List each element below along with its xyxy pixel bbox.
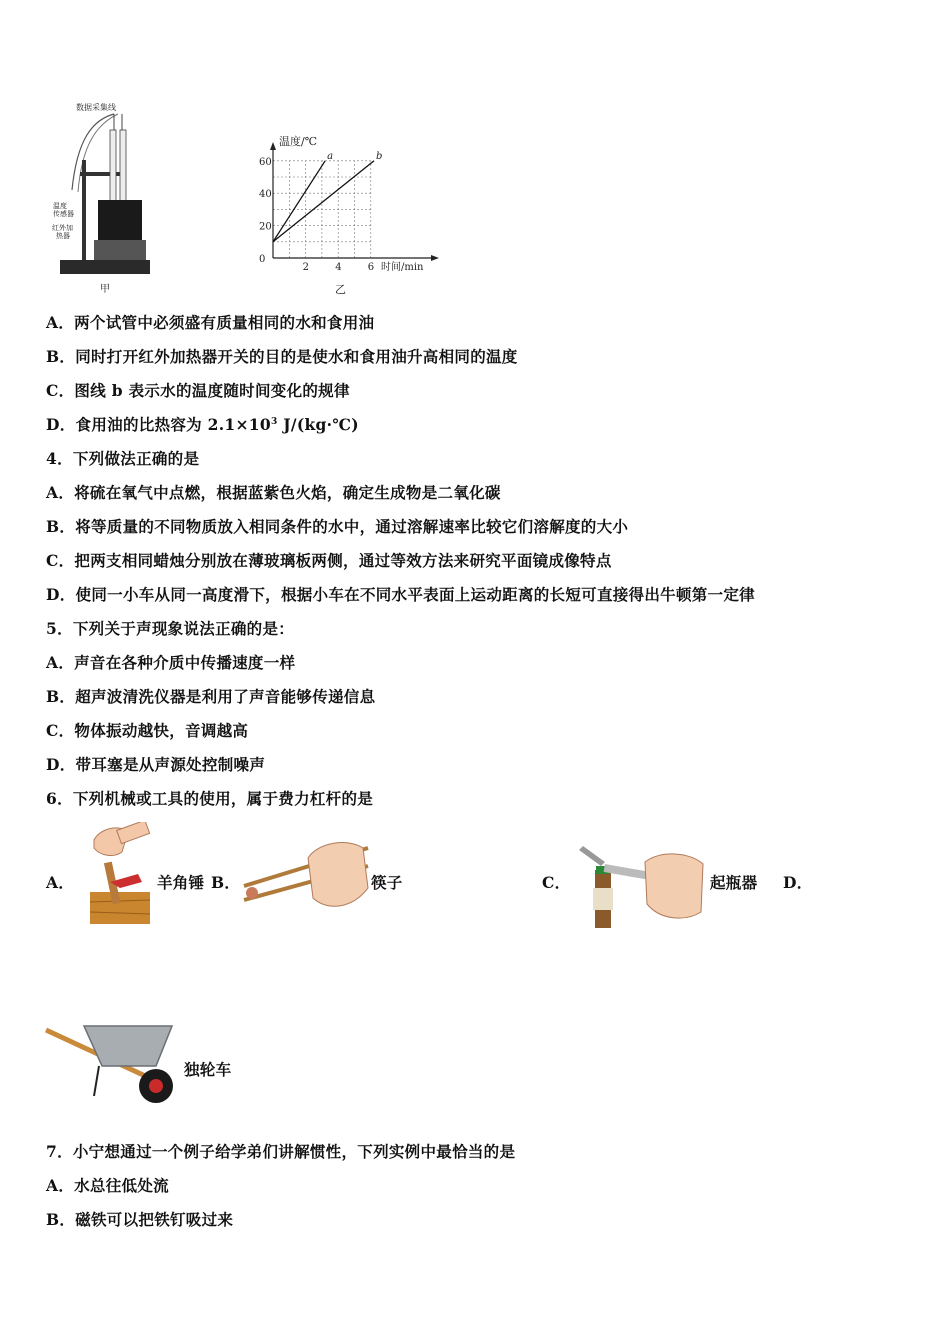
q5-option-b: B．超声波清洗仪器是利用了声音能够传递信息	[46, 687, 376, 706]
claw-hammer-icon	[80, 822, 155, 927]
wheelbarrow-icon	[44, 1018, 179, 1110]
q6-option-d-letter: D．	[783, 873, 813, 892]
q6-option-b-text: 筷子	[371, 873, 403, 892]
sensor-label-2: 传感器	[53, 210, 74, 218]
x-tick-label: 4	[335, 262, 342, 273]
q7-option-b: B．磁铁可以把铁钉吸过来	[46, 1210, 234, 1229]
sensor-label-1: 温度	[53, 202, 67, 210]
q3-option-d	[46, 413, 359, 435]
y-tick-label: 0	[259, 254, 266, 265]
x-tick-label: 6	[367, 262, 375, 273]
q3-option-a: A．两个试管中必须盛有质量相同的水和食用油	[46, 313, 375, 332]
graph-xlabel: 时间/min	[381, 262, 424, 273]
q4-option-d: D．使同一小车从同一高度滑下，根据小车在不同水平表面上运动距离的长短可直接得出牛顿第一定律	[46, 585, 755, 604]
q6-option-a-text: 羊角锤	[157, 873, 205, 892]
q7-stem: 7．小宁想通过一个例子给学弟们讲解惯性，下列实例中最恰当的是	[46, 1142, 516, 1161]
x-axis-arrow	[431, 255, 439, 261]
series-line-a	[273, 161, 325, 242]
y-axis-arrow	[270, 142, 276, 150]
apparatus-figure	[52, 100, 162, 300]
series-label-a: a	[327, 150, 334, 162]
x-tick-label: 2	[302, 262, 309, 273]
hammer-image	[80, 822, 155, 931]
q3-option-c: C．图线 b 表示水的温度随时间变化的规律	[46, 381, 350, 400]
collector-label: 数据采集线	[76, 103, 116, 112]
q6-option-b-letter: B．	[211, 873, 241, 892]
q7-option-a: A．水总往低处流	[46, 1176, 169, 1195]
q3-option-d-exponent: 3	[270, 416, 278, 427]
chopsticks-image	[238, 838, 373, 922]
q3-option-d-unit: J/(kg·℃)	[277, 415, 359, 434]
q4-stem: 4．下列做法正确的是	[46, 449, 200, 468]
temperature-graph	[255, 128, 450, 298]
q4-option-c: C．把两支相同蜡烛分别放在薄玻璃板两侧，通过等效方法来研究平面镜成像特点	[46, 551, 612, 570]
series-line-b	[273, 161, 374, 242]
graph-drawing	[255, 128, 450, 298]
q4-option-b: B．将等质量的不同物质放入相同条件的水中，通过溶解速率比较它们溶解度的大小	[46, 517, 629, 536]
y-tick-label: 40	[259, 189, 272, 201]
apparatus-drawing	[52, 100, 162, 300]
chopsticks-icon	[238, 838, 373, 918]
bottle-opener-icon	[575, 842, 710, 930]
series-label-b: b	[376, 150, 383, 162]
q4-option-a: A．将硫在氧气中点燃，根据蓝紫色火焰，确定生成物是二氧化碳	[46, 483, 501, 502]
graph-ylabel: 温度/℃	[279, 135, 318, 148]
apparatus-caption: 甲	[100, 284, 110, 295]
q5-stem: 5．下列关于声现象说法正确的是：	[46, 619, 295, 638]
q5-option-d: D．带耳塞是从声源处控制噪声	[46, 755, 266, 774]
q3-option-b: B．同时打开红外加热器开关的目的是使水和食用油升高相同的温度	[46, 347, 518, 366]
q6-option-a-letter: A．	[46, 873, 75, 892]
q5-option-c: C．物体振动越快，音调越高	[46, 721, 249, 740]
q3-option-d-text: D．食用油的比热容为 2.1×10	[46, 415, 271, 434]
q6-option-c-text: 起瓶器	[710, 873, 758, 892]
q6-stem: 6．下列机械或工具的使用，属于费力杠杆的是	[46, 789, 374, 808]
graph-caption: 乙	[335, 283, 346, 296]
q5-option-a: A．声音在各种介质中传播速度一样	[46, 653, 296, 672]
heater-label-1: 红外加	[52, 224, 73, 232]
q6-option-d-text: 独轮车	[184, 1060, 232, 1079]
wheelbarrow-image	[44, 1018, 179, 1114]
heater-label-2: 热器	[56, 232, 70, 240]
q6-option-c-letter: C．	[542, 873, 571, 892]
y-tick-label: 60	[259, 156, 272, 168]
y-tick-label: 20	[259, 221, 272, 233]
bottle-opener-image	[575, 842, 710, 934]
